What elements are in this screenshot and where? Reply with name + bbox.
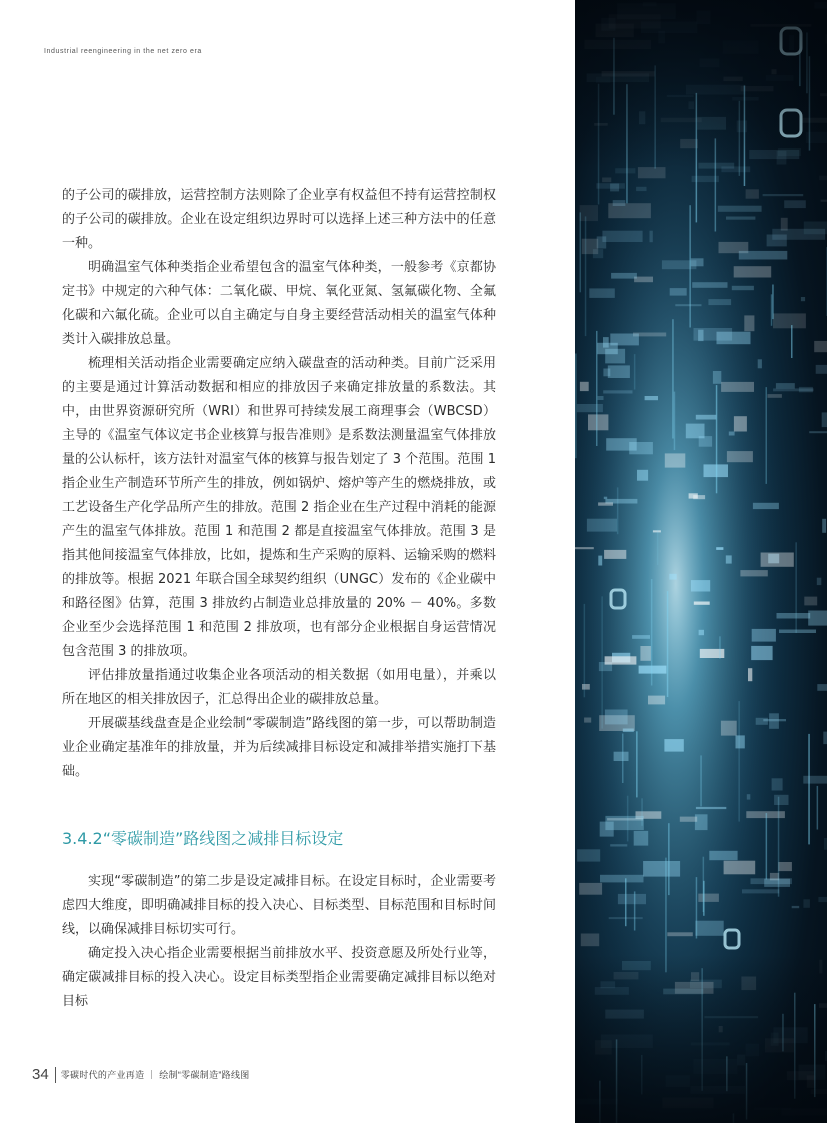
section-body-text [62,870,496,1014]
paragraph: 实现“零碳制造”的第二步是设定减排目标。在设定目标时，企业需要考虑四大维度，即明确减排目标的投入决心、目标类型、目标范围和目标时间线，以确保减排目标切实可行。 [62,870,496,942]
paragraph: 开展碳基线盘查是企业绘制“零碳制造”路线图的第一步，可以帮助制造业企业确定基准年的排放量，并为后续减排目标设定和减排举措实施打下基础。 [62,712,496,784]
paragraph: 评估排放量指通过收集企业各项活动的相关数据（如用电量），并乘以所在地区的相关排放因子，汇总得出企业的碳排放总量。 [62,664,496,712]
tunnel-graphic [575,0,827,1123]
paragraph: 确定投入决心指企业需要根据当前排放水平、投资意愿及所处行业等，确定碳减排目标的投入决心。设定目标类型指企业需要确定减排目标以绝对目标 [62,942,496,1014]
footer-title: 零碳时代的产业再造 ｜ 绘制“零碳制造”路线图 [61,1068,250,1081]
running-title: Industrial reengineering in the net zero era [44,48,202,55]
digital-data-tunnel-image [575,0,827,1123]
paragraph: 明确温室气体种类指企业希望包含的温室气体种类，一般参考《京都协定书》中规定的六种气体：二氧化碳、甲烷、氧化亚氮、氢氟碳化物、全氟化碳和六氟化硫。企业可以自主确定与自身主要经营活动相关的温室气体种类计入碳排放总量。 [62,256,496,352]
paragraph: 梳理相关活动指企业需要确定应纳入碳盘查的活动种类。目前广泛采用的主要是通过计算活动数据和相应的排放因子来确定排放量的系数法。其中，由世界资源研究所（WRI）和世界可持续发展工商理事会（WBCSD）主导的《温室气体议定书企业核算与报告准则》是系数法测量温室气体排放量的公认标杆，该方法针对温室气体的核算与报告划定了 3 个范围。范围 1 指企业生产制造环节所产生的排放，例如锅炉、熔炉等产生的燃烧排放，或工艺设备生产化学品所产生的排放。范围 2 指企业在生产过程中消耗的能源产生的温室气体排放。范围 1 和范围 2 都是直接温室气体排放。范围 3 是指其他间接温室气体排放，比如，提炼和生产采购的原料、运输采购的燃料的排放等。根据 2021 年联合国全球契约组织（UNGC）发布的《企业碳中和路径图》估算，范围 3 排放约占制造业总排放量的 20% － 40%。多数企业至少会选择范围 1 和范围 2 排放项，也有部分企业根据自身运营情况包含范围 3 的排放项。 [62,352,496,664]
page-number: 34 [32,1066,49,1083]
paragraph: 的子公司的碳排放，运营控制方法则除了企业享有权益但不持有运营控制权的子公司的碳排放。企业在设定组织边界时可以选择上述三种方法中的任意一种。 [62,184,496,256]
section-heading: 3.4.2“零碳制造”路线图之减排目标设定 [62,826,502,849]
footer-divider [55,1067,56,1083]
page-footer [32,1066,250,1083]
body-text [62,184,496,784]
